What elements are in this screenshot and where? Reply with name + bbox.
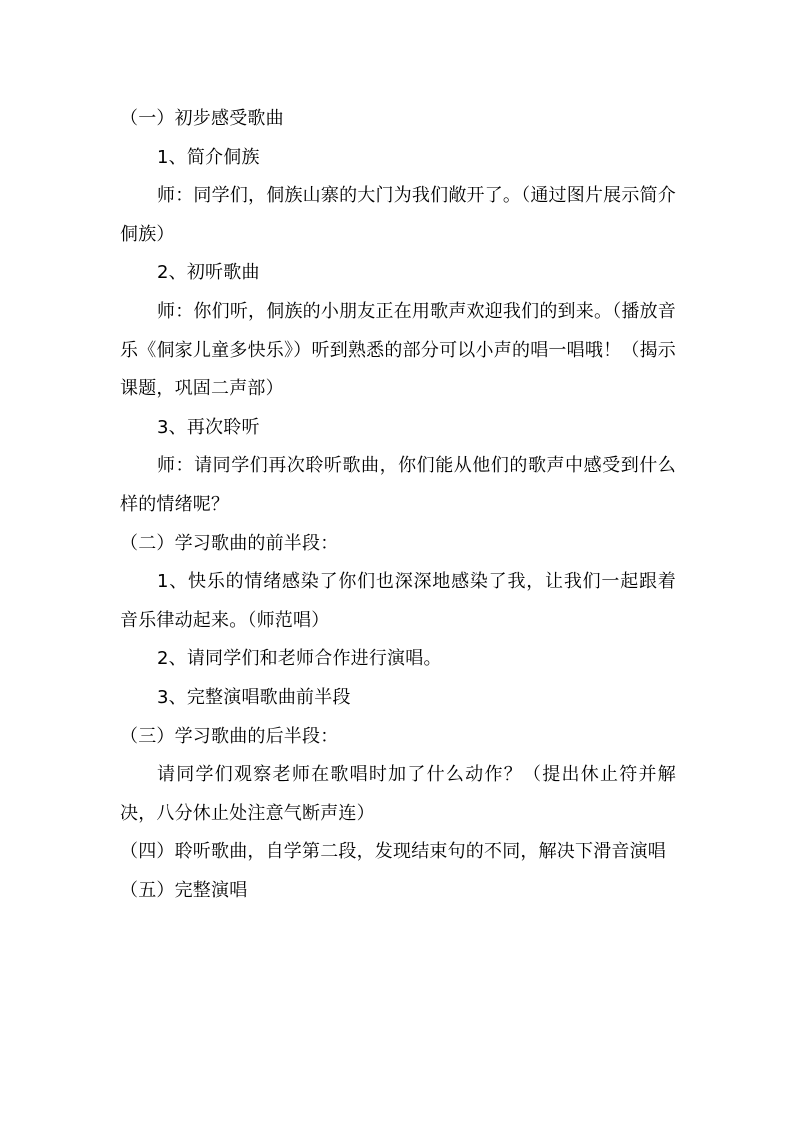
teacher-line-3: 师：请同学们再次聆听歌曲，你们能从他们的歌声中感受到什么样的情绪呢？: [120, 455, 676, 515]
subheading-intro-dong: 1、简介侗族: [157, 146, 260, 168]
section-heading-5: （五）完整演唱: [120, 879, 248, 901]
subheading-first-listen: 2、初听歌曲: [157, 262, 260, 284]
step-2-2: 2、请同学们和老师合作进行演唱。: [157, 648, 442, 670]
step-2-3: 3、完整演唱歌曲前半段: [157, 686, 351, 708]
document-body: [120, 100, 676, 910]
teacher-line-1: 师：同学们，侗族山寨的大门为我们敞开了。（通过图片展示简介侗族）: [120, 185, 676, 245]
step-2-1: 1、快乐的情绪感染了你们也深深地感染了我，让我们一起跟着音乐律动起来。（师范唱）: [120, 571, 676, 631]
section-heading-3: （三）学习歌曲的后半段：: [120, 725, 339, 747]
subheading-listen-again: 3、再次聆听: [157, 416, 260, 438]
section-heading-1: （一）初步感受歌曲: [120, 108, 284, 129]
section-heading-2: （二）学习歌曲的前半段：: [120, 532, 339, 554]
teacher-line-2: 师：你们听，侗族的小朋友正在用歌声欢迎我们的到来。（播放音乐《侗家儿童多快乐》）听到熟悉的部分可以小声的唱一唱哦！（揭示课题，巩固二声部）: [120, 300, 676, 400]
step-3-1: 请同学们观察老师在歌唱时加了什么动作？（提出休止符并解决，八分休止处注意气断声连）: [120, 764, 676, 824]
section-heading-4: （四）聆听歌曲，自学第二段，发现结束句的不同，解决下滑音演唱: [120, 841, 666, 863]
